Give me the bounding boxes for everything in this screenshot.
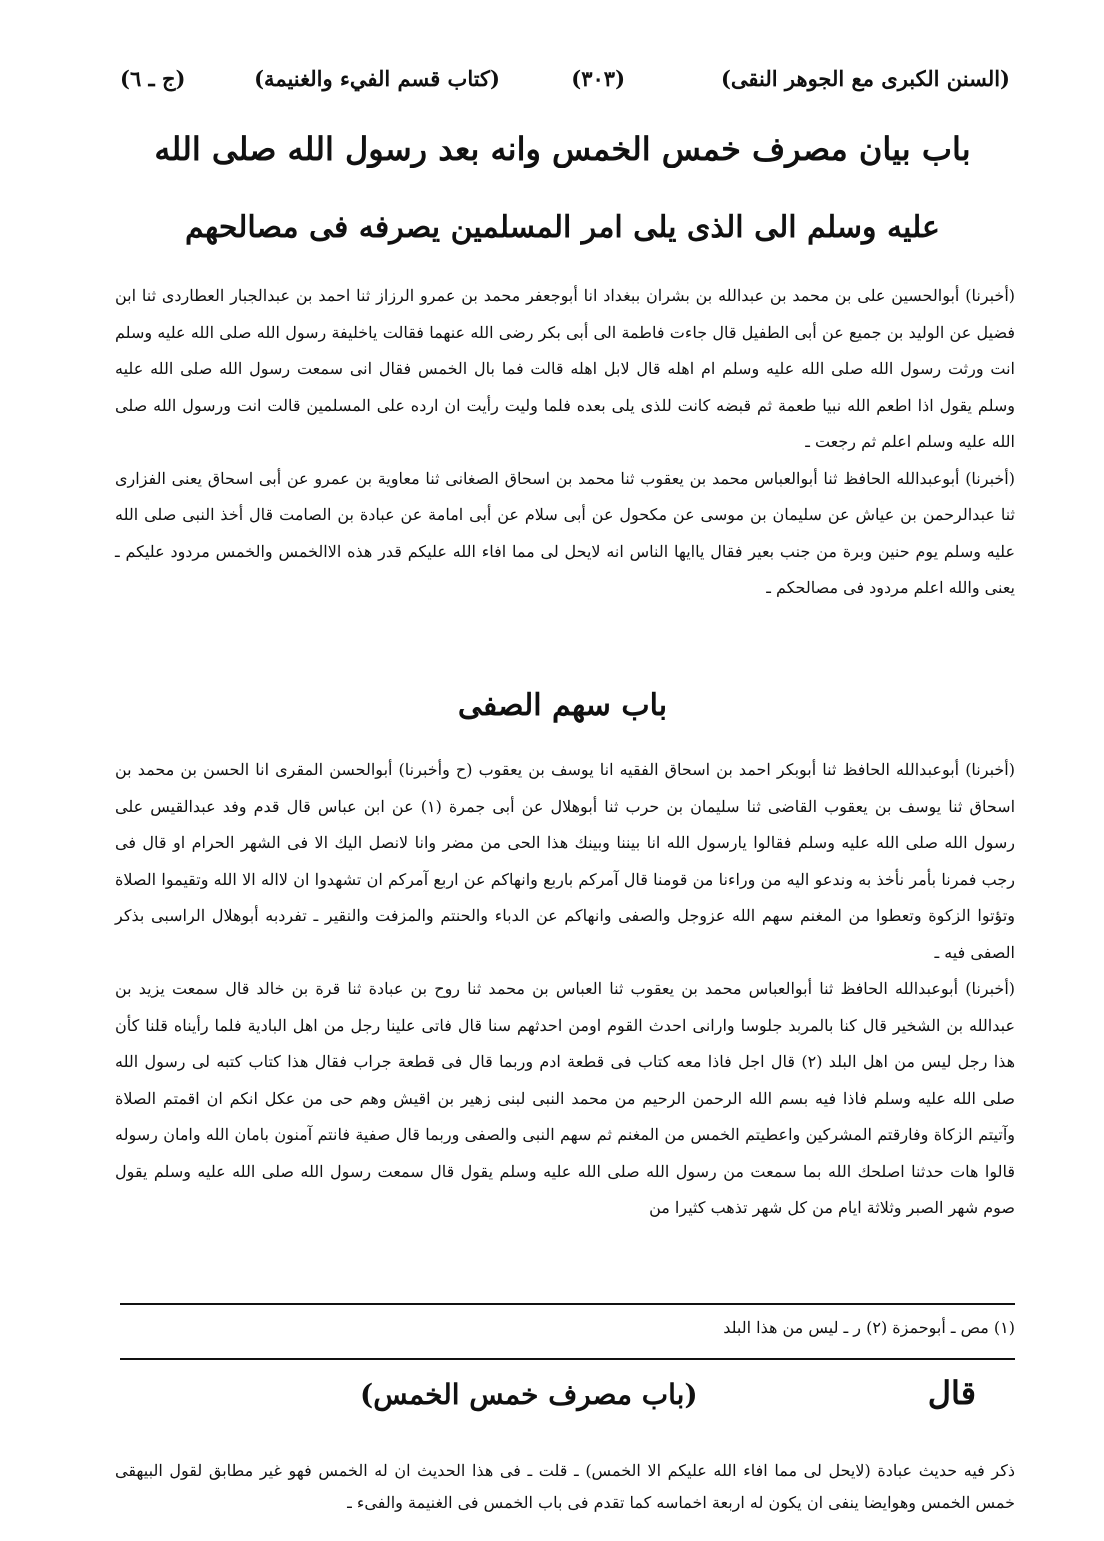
book-title: (السنن الكبرى مع الجوهر النقى) [720, 66, 1010, 91]
hadith-paragraph: (أخبرنا) أبوعبدالله الحافظ ثنا أبوبكر احمد بن اسحاق الفقيه انا يوسف بن يعقوب (ح وأخبرنا) أبوالحسن المقرى انا الحسن بن محمد بن اسحاق ثنا يوسف بن يعقوب القاضى ثنا سليمان بن حرب ثنا أبوهلال عن أبى جمرة (١) عن ابن عباس قال قدم وفد عبدالقيس على رسول الله صلى الله عليه وسلم فقالوا يارسول الله انا بيننا وبينك هذا الحى من مضر وانا لانصل اليك الا فى الشهر الحرام او قال فى رجب فمرنا بأمر نأخذ به وندعو اليه من وراءنا من قومنا قال آمركم باربع وانهاكم عن اربع آمركم ان تشهدوا ان لااله الا الله وتقيموا الصلاة وتؤتوا الزكوة وتعطوا من المغنم سهم الله عزوجل والصفى وانهاكم عن الدباء والحنتم والمزفت والنقير ـ تفردبه أبوهلال الراسبى بذكر الصفى فيه ـ [115, 760, 1016, 962]
chapter-title-line-1: باب بيان مصرف خمس الخمس وانه بعد رسول الله صلى الله [154, 130, 971, 168]
chapter-title-line-2: عليه وسلم الى الذى يلى امر المسلمين يصرفه فى مصالحهم [185, 210, 940, 245]
hadith-paragraph: (أخبرنا) أبوالحسين على بن محمد بن عبدالله بن بشران ببغداد انا أبوجعفر محمد بن عمرو الرزاز ثنا احمد بن عبدالجبار العطاردى ثنا ابن فضيل عن الوليد بن جميع عن أبى الطفيل قال جاءت فاطمة الى أبى بكر رضى الله عنهما فقالت ياخليفة رسول الله صلى الله عليه وسلم انت ورثت رسول الله صلى الله عليه وسلم ام اهله قال لابل اهله قالت فما بال الخمس فقال انى سمعت رسول الله صلى الله عليه وسلم يقول اذا اطعم الله نبيا طعمة ثم قبضه كانت للذى يلى بعده فلما وليت رأيت ان ارده على المسلمين قالت انت ورسول الله صلى الله عليه وسلم اعلم ثم رجعت ـ [115, 286, 1015, 451]
footnote-divider [120, 1303, 1015, 1305]
chapter-2-body [115, 752, 1015, 1227]
annotation-label: قال [927, 1374, 976, 1412]
annotation-title: (باب مصرف خمس الخمس) [360, 1378, 698, 1411]
book-section: (كتاب قسم الفيء والغنيمة) [254, 66, 500, 91]
running-header [120, 66, 1010, 106]
section-title-safi: باب سهم الصفى [457, 688, 668, 723]
annotation-body [115, 1455, 1015, 1519]
chapter-1-body [115, 278, 1015, 607]
hadith-paragraph: (أخبرنا) أبوعبدالله الحافظ ثنا أبوالعباس محمد بن يعقوب ثنا محمد بن اسحاق الصغانى ثنا معاوية بن عمرو عن أبى اسحاق يعنى الفزارى ثنا عبدالرحمن بن عياش عن سليمان بن موسى عن مكحول عن أبى سلام عن أبى امامة عن عبادة بن الصامت قال أخذ النبى صلى الله عليه وسلم يوم حنين وبرة من جنب بعير فقال ياايها الناس انه لايحل لى مما افاء الله عليكم قدر هذه الاالخمس والخمس مردود عليكم ـ يعنى والله اعلم مردود فى مصالحكم ـ [115, 468, 1015, 597]
volume-number: (ج ـ ٦) [120, 66, 186, 91]
hadith-paragraph: (أخبرنا) أبوعبدالله الحافظ ثنا أبوالعباس محمد بن يعقوب ثنا العباس بن محمد ثنا روح بن عبادة ثنا قرة بن خالد قال سمعت يزيد بن عبدالله بن الشخير قال كنا بالمربد جلوسا وارانى احدث القوم اومن احدثهم سنا قال فاتى علينا رجل من اهل البادية فلما رأيناه قلنا كأن هذا رجل ليس من اهل البلد (٢) قال اجل فاذا معه كتاب فى قطعة ادم وربما قال فى قطعة جراب فقال هذا كتاب كتبه لى رسول الله صلى الله عليه وسلم فاذا فيه بسم الله الرحمن الرحيم من محمد النبى لبنى زهير بن اقيش وهم حى من عكل انكم ان اقمتم الصلاة وآتيتم الزكاة وفارقتم المشركين واعطيتم الخمس من المغنم ثم سهم النبى والصفى وربما قال صفية فانتم آمنون بامان الله وامان رسوله قالوا هات حدثنا اصلحك الله بما سمعت من رسول الله صلى الله عليه وسلم يقول قال سمعت رسول الله صلى الله عليه وسلم يقول صوم شهر الصبر وثلاثة ايام من كل شهر تذهب كثيرا من [115, 979, 1016, 1217]
footnotes: (١) مص ـ أبوحمزة (٢) ر ـ ليس من هذا البلد [723, 1318, 1015, 1337]
annotation-text: ذكر فيه حديث عبادة (لايحل لى مما افاء الله عليكم الا الخمس) ـ قلت ـ فى هذا الحديث ان له الخمس فهو غير مطابق لقول البيهقى خمس الخمس وهوايضا ينفى ان يكون له اربعة اخماسه كما تقدم فى باب الخمس فى الغنيمة والفىء ـ [115, 1461, 1015, 1512]
page-number: (٣٠٣) [571, 66, 625, 91]
annotation-divider [120, 1358, 1015, 1360]
